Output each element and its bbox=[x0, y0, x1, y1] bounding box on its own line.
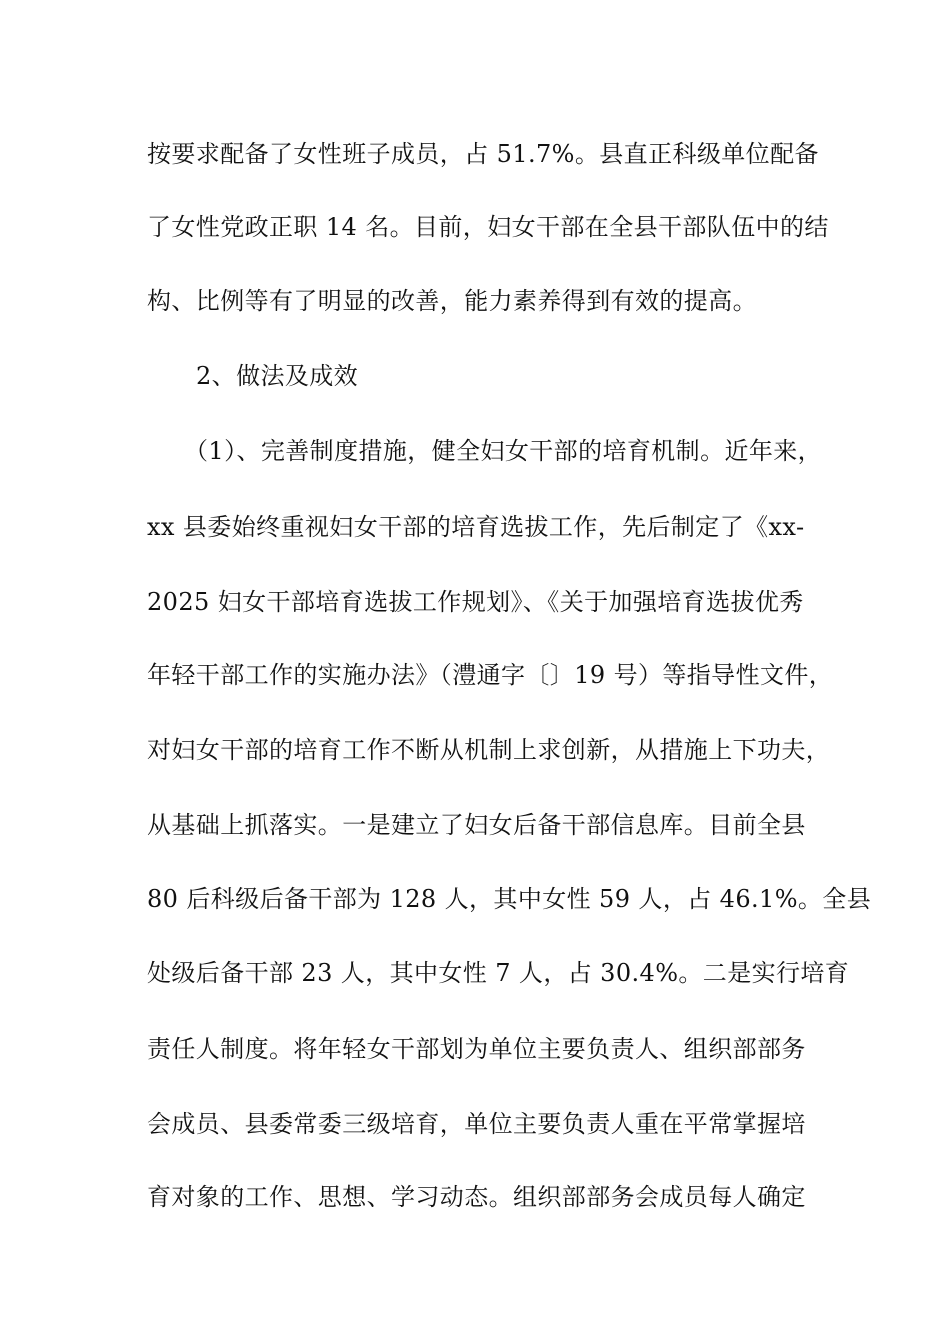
paragraph-line: （1）、完善制度措施，健全妇女干部的培育机制。近年来， bbox=[184, 437, 823, 465]
paragraph-line: 会成员、县委常委三级培育，单位主要负责人重在平常掌握培 bbox=[147, 1110, 806, 1138]
paragraph-line: 构、比例等有了明显的改善，能力素养得到有效的提高。 bbox=[147, 287, 757, 315]
paragraph-line: 处级后备干部 23 人，其中女性 7 人，占 30.4%。二是实行培育 bbox=[147, 959, 850, 987]
paragraph-line: 80 后科级后备干部为 128 人，其中女性 59 人，占 46.1%。全县 bbox=[147, 885, 872, 913]
paragraph-line: 育对象的工作、思想、学习动态。组织部部务会成员每人确定 bbox=[147, 1183, 806, 1211]
paragraph-line: 对妇女干部的培育工作不断从机制上求创新，从措施上下功夫， bbox=[147, 736, 831, 764]
section-heading: 2、做法及成效 bbox=[196, 362, 359, 390]
paragraph-line: xx 县委始终重视妇女干部的培育选拔工作，先后制定了《xx- bbox=[147, 513, 805, 541]
paragraph-line: 从基础上抓落实。一是建立了妇女后备干部信息库。目前全县 bbox=[147, 811, 806, 839]
paragraph-line: 2025 妇女干部培育选拔工作规划》、《关于加强培育选拔优秀 bbox=[147, 588, 804, 616]
paragraph-line: 按要求配备了女性班子成员，占 51.7%。县直正科级单位配备 bbox=[147, 140, 819, 168]
paragraph-line: 责任人制度。将年轻女干部划为单位主要负责人、组织部部务 bbox=[147, 1035, 806, 1063]
paragraph-line: 年轻干部工作的实施办法》（澧通字〔〕19 号）等指导性文件， bbox=[147, 661, 834, 689]
paragraph-line: 了女性党政正职 14 名。目前，妇女干部在全县干部队伍中的结 bbox=[147, 213, 829, 241]
